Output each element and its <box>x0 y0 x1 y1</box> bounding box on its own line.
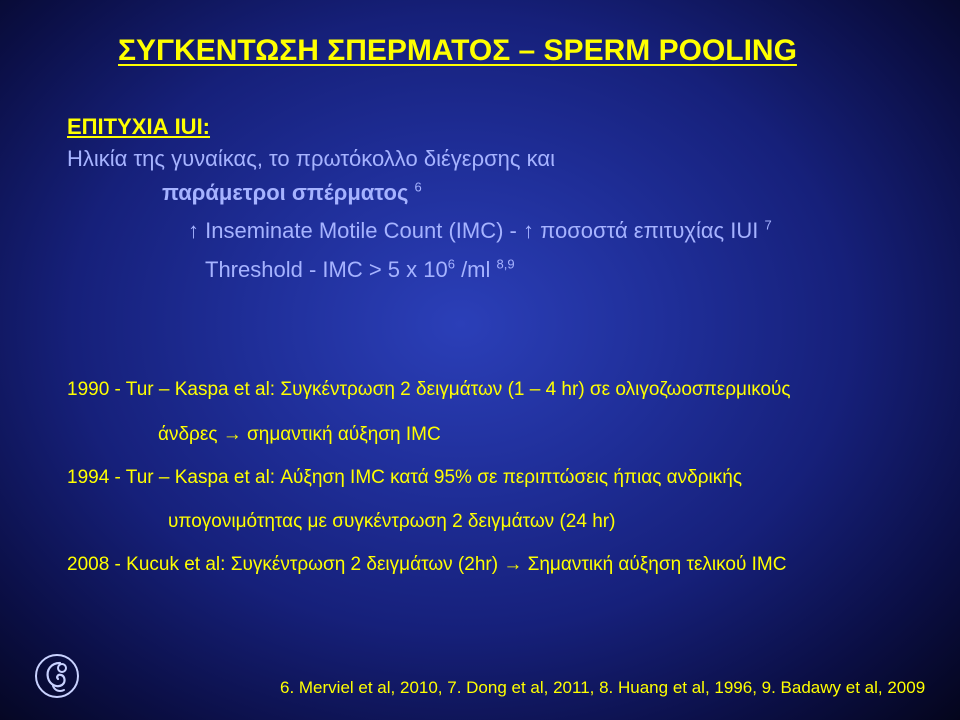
right-arrow-icon: → <box>222 424 242 445</box>
threshold-unit: /ml <box>454 257 491 282</box>
study-1994-line1: 1994 - Tur – Kaspa et al: Αύξηση IMC κατά 95% σε περιπτώσεις ήπιας ανδρικής <box>67 467 742 488</box>
fetus-logo-icon <box>33 652 81 700</box>
study-1994-line2: υπογονιμότητας με συγκέντρωση 2 δειγμάτων (24 hr) <box>168 511 616 532</box>
study-2008-line <box>67 554 786 576</box>
study-2008-text-a: 2008 - Kucuk et al: Συγκέντρωση 2 δειγμάτων (2hr) <box>67 554 504 575</box>
ref-sup-8-9: 8,9 <box>496 256 515 272</box>
references-footer: 6. Merviel et al, 2010, 7. Dong et al, 2011, 8. Huang et al, 1996, 9. Badawy et al, 2009 <box>280 678 926 697</box>
ref-sup-7: 7 <box>764 217 772 233</box>
iui-success-label: ΕΠΙΤΥΧΙΑ IUI: <box>67 114 211 139</box>
imc-text: Inseminate Motile Count (IMC) - <box>199 218 523 243</box>
threshold-text: Threshold - IMC > 5 x 10 <box>205 257 448 282</box>
study-1990-text-b: σημαντική αύξηση IMC <box>241 424 441 445</box>
sperm-parameters-text: παράμετροι σπέρματος <box>162 180 409 205</box>
slide-title: ΣΥΓΚΕΝΤΩΣΗ ΣΠΕΡΜΑΤΟΣ – SPERM POOLING <box>118 34 797 67</box>
right-arrow-icon: → <box>503 554 523 575</box>
study-1990-line2 <box>158 424 441 446</box>
exponent-sup: 6 <box>447 256 455 272</box>
imc-line <box>188 218 772 244</box>
study-1990-line1: 1990 - Tur – Kaspa et al: Συγκέντρωση 2 δειγμάτων (1 – 4 hr) σε ολιγοζωοσπερμικούς <box>67 379 791 400</box>
sperm-parameters-line <box>162 180 422 206</box>
up-arrow-icon: ↑ <box>188 218 199 243</box>
study-2008-text-b: Σημαντική αύξηση τελικού IMC <box>522 554 787 575</box>
iui-success-rate-text: ποσοστά επιτυχίας IUI <box>533 218 759 243</box>
up-arrow-icon: ↑ <box>522 218 534 243</box>
ref-sup-6: 6 <box>414 179 422 195</box>
factors-line: Ηλικία της γυναίκας, το πρωτόκολλο διέγερσης και <box>67 146 555 171</box>
study-1990-text-a: άνδρες <box>158 424 223 445</box>
threshold-line <box>205 257 515 283</box>
